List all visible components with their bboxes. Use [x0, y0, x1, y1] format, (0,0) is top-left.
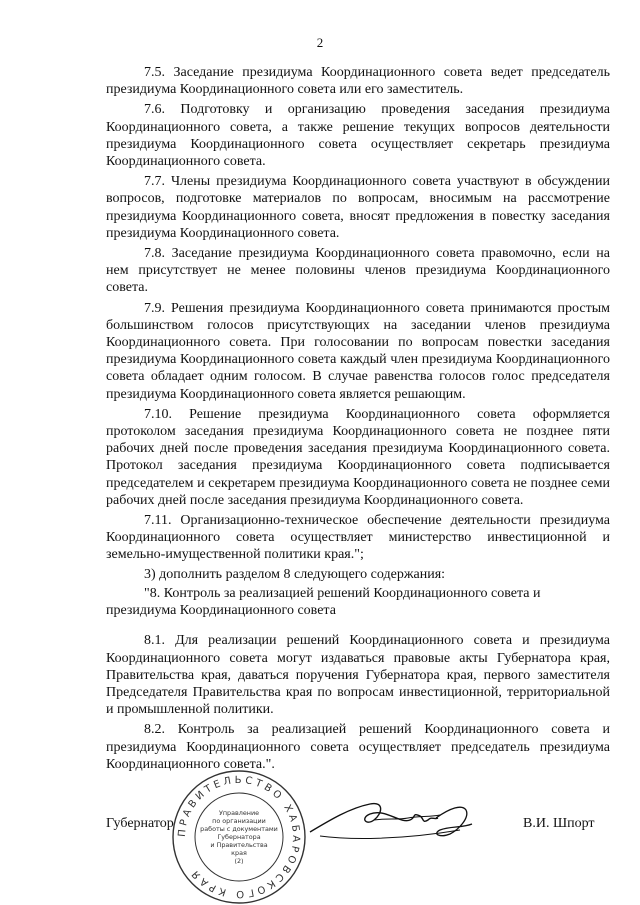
- svg-text:Губернатора: Губернатора: [217, 833, 261, 841]
- paragraph-8-2: 8.2. Контроль за реализацией решений Координационного совета и президиума Координационного совета осуществляет председатель президиума Координационного совета.".: [106, 722, 610, 772]
- section-8-heading: "8. Контроль за реализацией решений Координационного совета и президиума Координационного совета: [106, 585, 541, 619]
- signatory-name: В.И. Шпорт: [523, 816, 595, 831]
- paragraph-7-5: 7.5. Заседание президиума Координационного совета ведет председатель президиума Координационного совета или его заместитель.: [106, 65, 610, 98]
- paragraph-7-8: 7.8. Заседание президиума Координационного совета правомочно, если на нем присутствует не менее половины членов президиума Координационного совета.: [106, 246, 610, 296]
- svg-text:Управление: Управление: [218, 809, 260, 817]
- official-seal: [168, 769, 310, 905]
- paragraph-7-9: 7.9. Решения президиума Координационного совета принимаются простым большинством голосов присутствующих на заседании членов президиума Координационного совета. При голосовании по вопросам повестки заседания президиума Координационного совета каждый член президиума Координационного совета обладает одним голосом. В случае равенства голосов голос председателя президиума Координационного совета является решающим.: [106, 300, 610, 402]
- svg-text:ПРАВИТЕЛЬСТВО ХАБАРОВСКОГО КРА: ПРАВИТЕЛЬСТВО ХАБАРОВСКОГО КРАЯ: [176, 774, 302, 900]
- svg-text:по организации: по организации: [212, 817, 266, 825]
- signatory-position: Губернатор: [106, 816, 174, 831]
- paragraph-amendment-3: 3) дополнить разделом 8 следующего содержания:: [144, 566, 446, 582]
- svg-text:(2): (2): [234, 857, 244, 865]
- paragraph-8-1: 8.1. Для реализации решений Координационного совета и президиума Координационного совета могут издаваться правовые акты Губернатора края, Правительства края, даваться поручения Губернатора края, первого заместителя Председателя Правительства края по вопросам инвестиционной, территориальной и промышленной политики.: [106, 633, 610, 718]
- paragraph-7-6: 7.6. Подготовку и организацию проведения заседания президиума Координационного совета, а также решение текущих вопросов деятельности президиума Координационного совета осуществляет секретарь президиума Координационного совета.: [106, 102, 610, 170]
- paragraph-7-7: 7.7. Члены президиума Координационного совета участвуют в обсуждении вопросов, подготовке материалов по вопросам, вносимым на рассмотрение президиума Координационного совета, вносят предложения в повестку заседания президиума Координационного совета.: [106, 174, 610, 241]
- page-number: 2: [316, 35, 324, 50]
- document-body: [106, 64, 610, 776]
- paragraph-7-11: 7.11. Организационно-техническое обеспечение деятельности президиума Координационного совета осуществляет министерство инвестиционной и земельно-имущественной политики края.";: [106, 513, 610, 563]
- paragraph-7-10: 7.10. Решение президиума Координационного совета оформляется протоколом заседания президиума Координационного совета не позднее пяти рабочих дней после проведения заседания президиума Координационного совета. Протокол заседания президиума Координационного совета подписывается председателем и секретарем президиума Координационного совета не позднее семи рабочих дней после заседания президиума Координационного совета.: [106, 406, 610, 508]
- svg-text:края: края: [231, 849, 247, 857]
- svg-text:и Правительства: и Правительства: [210, 841, 268, 849]
- handwritten-signature: [290, 790, 480, 850]
- svg-text:работы с документами: работы с документами: [200, 825, 278, 833]
